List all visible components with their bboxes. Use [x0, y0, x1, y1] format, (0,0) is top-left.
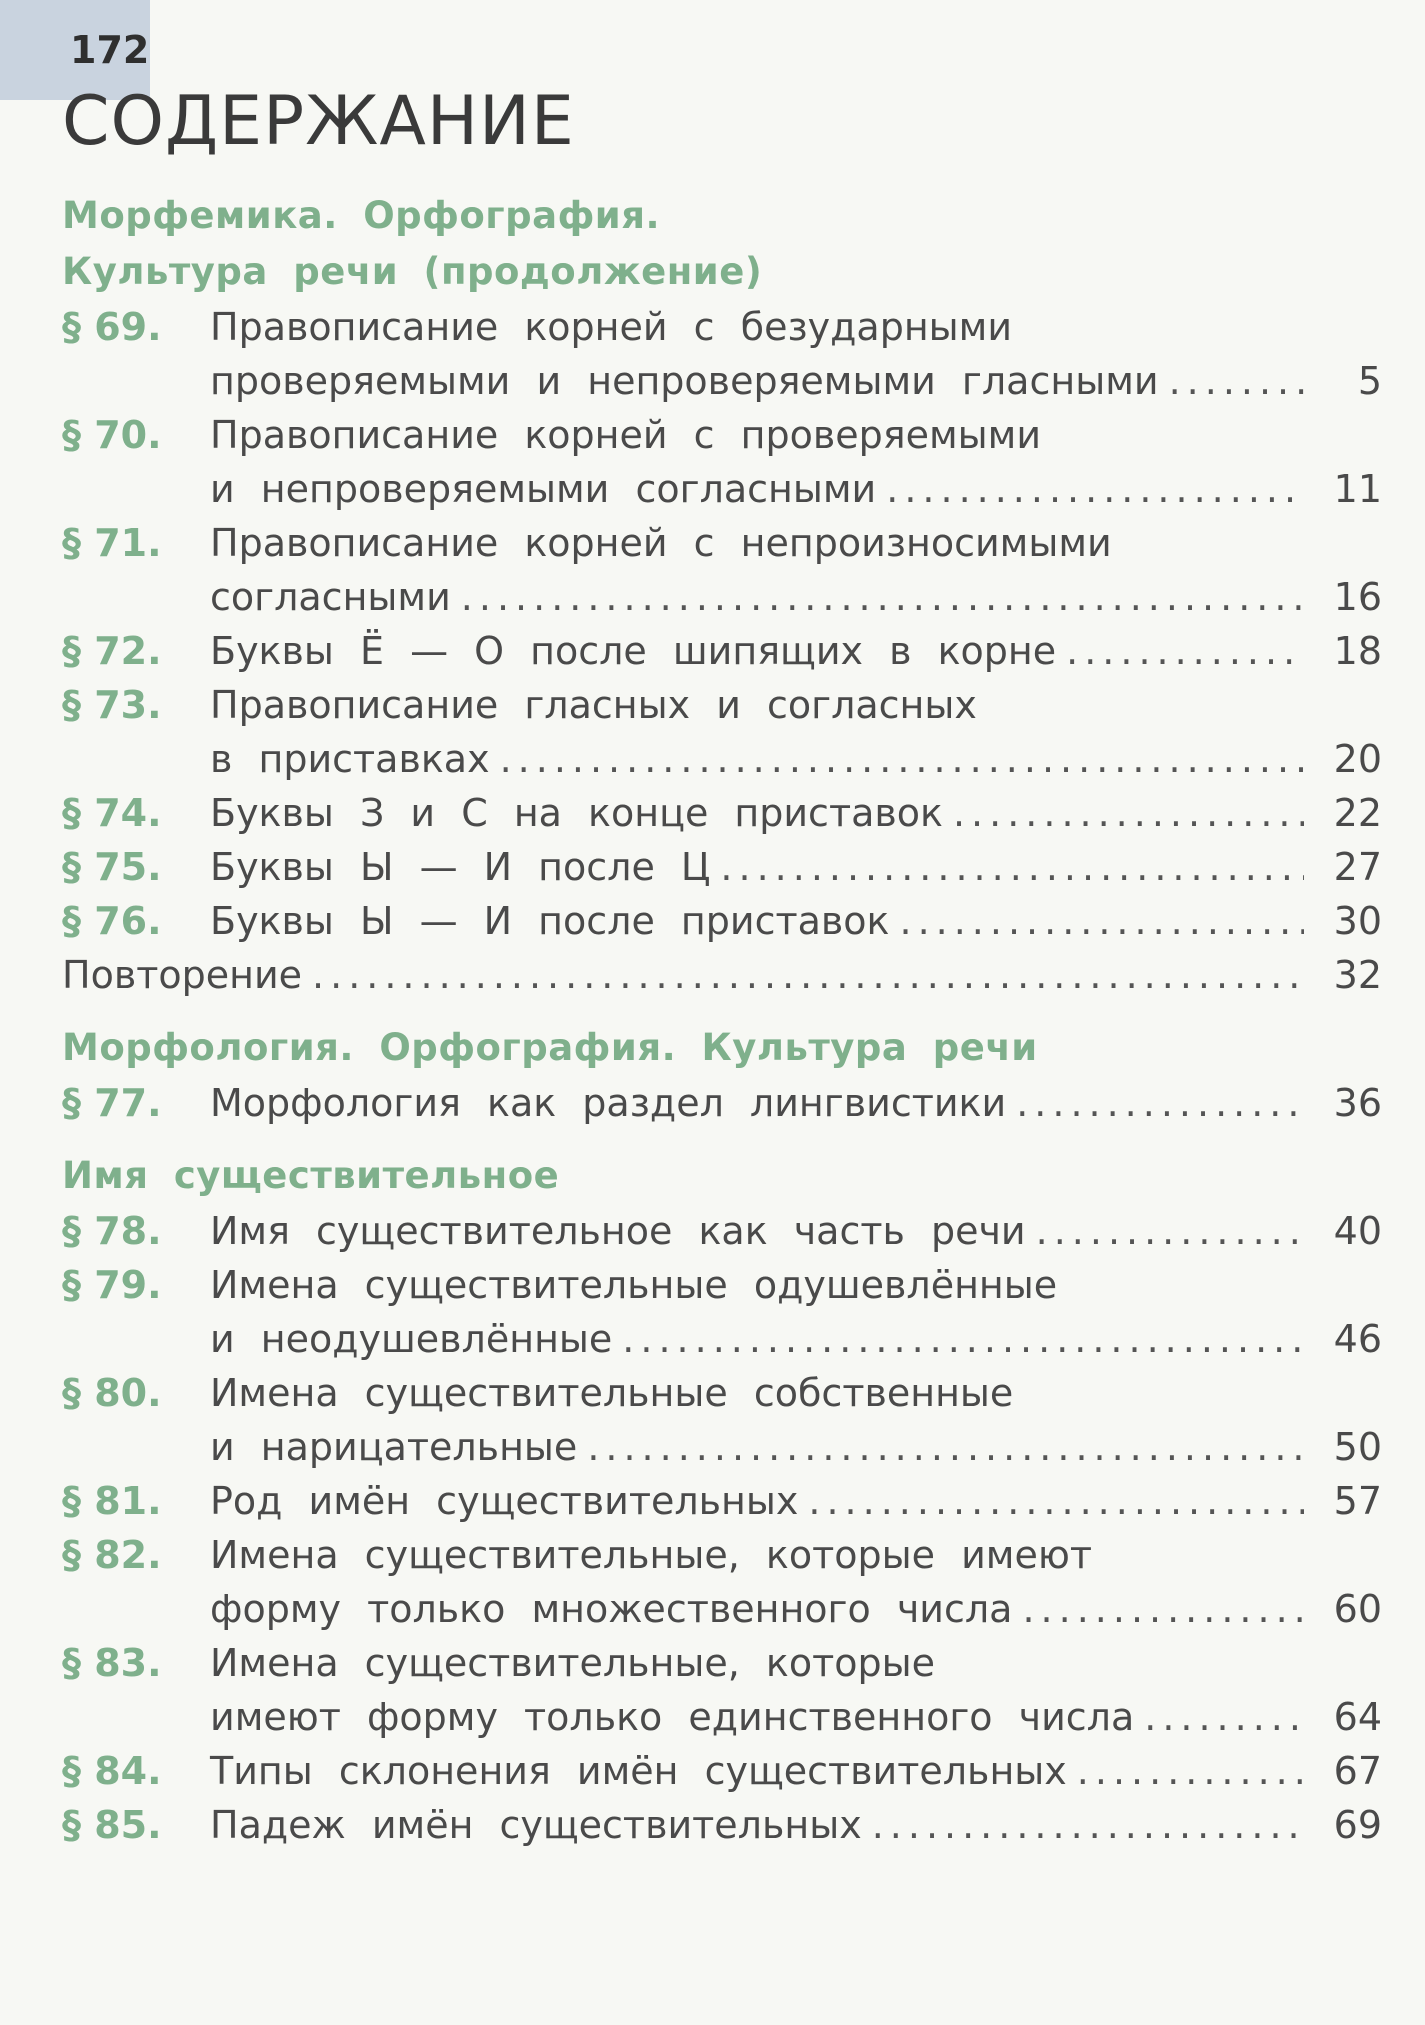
toc-entry[interactable]: [62, 1076, 1382, 1130]
entry-title: Правописание корней с непроизносимыми: [210, 521, 1112, 565]
entry-title: и неодушевлённые: [210, 1317, 613, 1361]
toc-entry[interactable]: [62, 408, 1382, 516]
toc-entry[interactable]: [62, 1474, 1382, 1528]
page-ref: 16: [1333, 575, 1382, 619]
dot-leader: [953, 786, 1304, 840]
dot-leader: [1036, 1204, 1304, 1258]
entry-title: Имя существительное как часть речи: [210, 1209, 1026, 1253]
entry-title: в приставках: [210, 737, 490, 781]
dot-leader: [1066, 624, 1304, 678]
entry-title: Буквы З и С на конце приставок: [210, 791, 943, 835]
page-ref: 69: [1333, 1803, 1382, 1847]
paragraph-number: § 71.: [62, 521, 162, 565]
page-ref: 60: [1333, 1587, 1382, 1631]
dot-leader: [720, 840, 1304, 894]
toc-entry[interactable]: [62, 948, 1382, 1002]
dot-leader: [899, 894, 1304, 948]
toc-entry[interactable]: [62, 624, 1382, 678]
paragraph-number: § 82.: [62, 1533, 162, 1577]
page-ref: 22: [1333, 791, 1382, 835]
entry-title: проверяемыми и непроверяемыми гласными: [210, 359, 1159, 403]
page-ref: 67: [1333, 1749, 1382, 1793]
page-ref: 57: [1333, 1479, 1382, 1523]
entry-title: Имена существительные собственные: [210, 1371, 1014, 1415]
paragraph-number: § 70.: [62, 413, 162, 457]
section-heading: Культура речи (продолжение): [62, 250, 763, 293]
dot-leader: [808, 1474, 1304, 1528]
page-ref: 36: [1333, 1081, 1382, 1125]
page-ref: 46: [1333, 1317, 1382, 1361]
page-ref: 5: [1357, 359, 1382, 403]
page-title: СОДЕРЖАНИЕ: [62, 82, 575, 161]
dot-leader: [1169, 354, 1304, 408]
paragraph-number: § 78.: [62, 1209, 162, 1253]
entry-title: и нарицательные: [210, 1425, 578, 1469]
toc-entry[interactable]: [62, 1744, 1382, 1798]
dot-leader: [500, 732, 1304, 786]
entry-title: Имена существительные, которые: [210, 1641, 936, 1685]
toc-entry[interactable]: [62, 1636, 1382, 1744]
entry-title: Повторение: [62, 953, 303, 997]
entry-title: Буквы Ы — И после приставок: [210, 899, 890, 943]
paragraph-number: § 83.: [62, 1641, 162, 1685]
toc-entry[interactable]: [62, 1798, 1382, 1852]
page-ref: 18: [1333, 629, 1382, 673]
entry-title: и непроверяемыми согласными: [210, 467, 877, 511]
paragraph-number: § 77.: [62, 1081, 162, 1125]
paragraph-number: § 75.: [62, 845, 162, 889]
dot-leader: [622, 1312, 1304, 1366]
page-ref: 40: [1333, 1209, 1382, 1253]
paragraph-number: § 76.: [62, 899, 162, 943]
dot-leader: [312, 948, 1304, 1002]
paragraph-number: § 84.: [62, 1749, 162, 1793]
toc-entry[interactable]: [62, 300, 1382, 408]
toc-entry[interactable]: [62, 1258, 1382, 1366]
dot-leader: [1016, 1076, 1304, 1130]
toc-entry[interactable]: [62, 1528, 1382, 1636]
paragraph-number: § 79.: [62, 1263, 162, 1307]
dot-leader: [1077, 1744, 1304, 1798]
dot-leader: [587, 1420, 1304, 1474]
paragraph-number: § 74.: [62, 791, 162, 835]
entry-title: Правописание корней с проверяемыми: [210, 413, 1042, 457]
page-number: 172: [70, 28, 150, 72]
page-ref: 64: [1333, 1695, 1382, 1739]
section-heading: Имя существительное: [62, 1154, 560, 1197]
paragraph-number: § 73.: [62, 683, 162, 727]
page-ref: 27: [1333, 845, 1382, 889]
dot-leader: [1144, 1690, 1304, 1744]
page-ref: 32: [1333, 953, 1382, 997]
paragraph-number: § 80.: [62, 1371, 162, 1415]
entry-title: Морфология как раздел лингвистики: [210, 1081, 1007, 1125]
section-heading: Морфемика. Орфография.: [62, 194, 661, 237]
page-ref: 11: [1333, 467, 1382, 511]
entry-title: Правописание корней с безударными: [210, 305, 1013, 349]
entry-title: форму только множественного числа: [210, 1587, 1013, 1631]
paragraph-number: § 69.: [62, 305, 162, 349]
toc-entry[interactable]: [62, 678, 1382, 786]
paragraph-number: § 72.: [62, 629, 162, 673]
toc-entry[interactable]: [62, 894, 1382, 948]
entry-title: Имена существительные одушевлённые: [210, 1263, 1058, 1307]
paragraph-number: § 85.: [62, 1803, 162, 1847]
toc-entry[interactable]: [62, 1204, 1382, 1258]
entry-title: Буквы Ё — О после шипящих в корне: [210, 629, 1057, 673]
entry-title: Род имён существительных: [210, 1479, 799, 1523]
dot-leader: [886, 462, 1304, 516]
section-heading: Морфология. Орфография. Культура речи: [62, 1026, 1038, 1069]
dot-leader: [872, 1798, 1304, 1852]
page-ref: 50: [1333, 1425, 1382, 1469]
page-ref: 30: [1333, 899, 1382, 943]
toc-entry[interactable]: [62, 786, 1382, 840]
entry-title: Имена существительные, которые имеют: [210, 1533, 1092, 1577]
entry-title: Типы склонения имён существительных: [210, 1749, 1067, 1793]
entry-title: имеют форму только единственного числа: [210, 1695, 1135, 1739]
entry-title: согласными: [210, 575, 451, 619]
dot-leader: [1022, 1582, 1304, 1636]
entry-title: Буквы Ы — И после Ц: [210, 845, 711, 889]
toc-entry[interactable]: [62, 1366, 1382, 1474]
entry-title: Правописание гласных и согласных: [210, 683, 977, 727]
toc-entry[interactable]: [62, 840, 1382, 894]
page-ref: 20: [1333, 737, 1382, 781]
toc-entry[interactable]: [62, 516, 1382, 624]
dot-leader: [461, 570, 1304, 624]
paragraph-number: § 81.: [62, 1479, 162, 1523]
entry-title: Падеж имён существительных: [210, 1803, 862, 1847]
table-of-contents: [62, 188, 1382, 1852]
